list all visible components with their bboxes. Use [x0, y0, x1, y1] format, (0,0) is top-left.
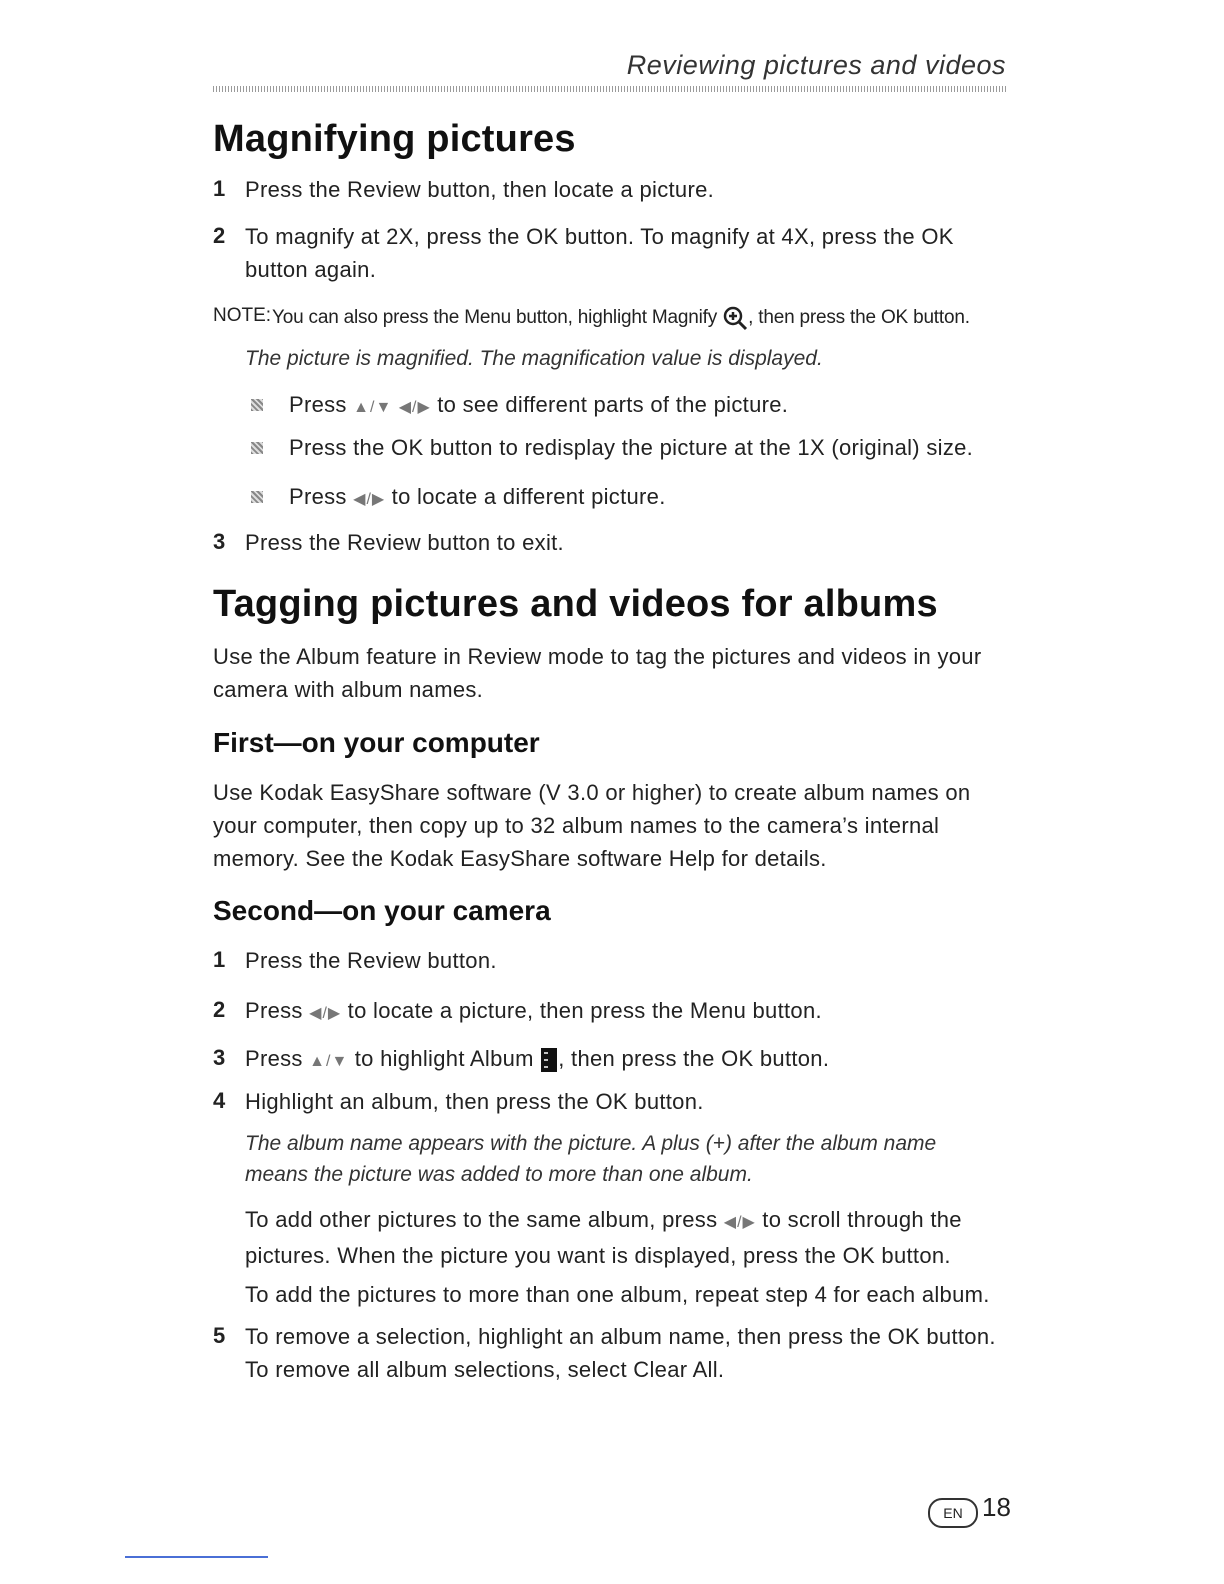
note-text: [272, 305, 1012, 331]
step4-paragraph: [245, 1203, 1005, 1272]
step-text: To remove a selection, highlight an album name, then press the OK button. To remove all album selections, select Clear All.: [245, 1324, 996, 1382]
bullet-pre: Press: [289, 392, 347, 417]
up-down-arrows-icon: ▲/▼: [353, 399, 393, 416]
step-number: 3: [213, 529, 226, 554]
left-right-arrows-icon: ◀/▶: [723, 1214, 756, 1231]
step-number: 5: [213, 1323, 226, 1348]
bullet-post: to locate a different picture.: [391, 484, 666, 509]
step-mid: to highlight Album: [354, 1046, 534, 1071]
step-text: Highlight an album, then press the OK button.: [245, 1089, 704, 1114]
step-number: 3: [213, 1045, 226, 1070]
step-text: Press the Review button.: [245, 948, 497, 973]
running-header: Reviewing pictures and videos: [626, 50, 1006, 80]
subsection-title-camera: Second—on your camera: [213, 895, 551, 926]
bullet-item: Press the OK button to redisplay the picture at the 1X (original) size.: [289, 435, 974, 460]
bullet-pre: Press: [289, 484, 347, 509]
bullet-icon: [251, 399, 263, 411]
note-text-after: , then press the OK button.: [748, 307, 970, 329]
page-number: 18: [982, 1492, 1011, 1522]
step4-p1-pre: To add other pictures to the same album, press: [245, 1207, 718, 1232]
left-right-arrows-icon: ◀/▶: [353, 491, 386, 508]
note-label: NOTE:: [213, 305, 272, 326]
step-number: 1: [213, 947, 226, 972]
left-right-arrows-icon: ◀/▶: [309, 1005, 342, 1022]
step-number: 4: [213, 1088, 226, 1113]
step-pre: Press: [245, 1046, 303, 1071]
section-title-magnifying: Magnifying pictures: [213, 118, 576, 160]
header-rule: [213, 86, 1006, 92]
note-text-before: You can also press the Menu button, highlight Magnify: [272, 307, 717, 329]
bullet-icon: [251, 491, 263, 503]
left-right-arrows-icon: ◀/▶: [398, 399, 431, 416]
step-pre: Press: [245, 998, 303, 1023]
magnify-icon: [722, 305, 748, 331]
bullet-item: [289, 480, 1009, 516]
result-text: The picture is magnified. The magnification value is displayed.: [245, 347, 823, 370]
step-post: , then press the OK button.: [558, 1046, 830, 1071]
step-number: 2: [213, 223, 226, 248]
language-badge: EN: [928, 1498, 978, 1528]
section-intro: Use the Album feature in Review mode to tag the pictures and videos in your camera with album names.: [213, 644, 982, 702]
step4-p1-post: to scroll through the pictures. When the picture you want is displayed, press the OK button.: [245, 1207, 962, 1268]
bullet-item: [289, 388, 1009, 424]
bullet-post: to see different parts of the picture.: [437, 392, 789, 417]
subsection-text-computer: Use Kodak EasyShare software (V 3.0 or higher) to create album names on your computer, then copy up to 32 album names to the camera’s internal memory. See the Kodak EasyShare software Help for details.: [213, 780, 971, 871]
step-text: [245, 994, 1005, 1030]
step-text: Press the Review button to exit.: [245, 530, 564, 555]
step4-result: The album name appears with the picture. A plus (+) after the album name means the picture was added to more than one album.: [245, 1132, 937, 1186]
step-number: 2: [213, 997, 226, 1022]
step-text: To magnify at 2X, press the OK button. To magnify at 4X, press the OK button again.: [245, 224, 954, 282]
step-text: Press the Review button, then locate a picture.: [245, 177, 715, 202]
album-icon: [540, 1047, 558, 1073]
section-title-tagging: Tagging pictures and videos for albums: [213, 583, 938, 625]
step-number: 1: [213, 176, 226, 201]
up-down-arrows-icon: ▲/▼: [309, 1053, 349, 1070]
step4-paragraph-2: To add the pictures to more than one album, repeat step 4 for each album.: [245, 1282, 990, 1307]
subsection-title-computer: First—on your computer: [213, 727, 540, 758]
step-post: to locate a picture, then press the Menu button.: [347, 998, 822, 1023]
bullet-icon: [251, 442, 263, 454]
footer-line: [125, 1556, 268, 1558]
step-text: [245, 1042, 1005, 1078]
